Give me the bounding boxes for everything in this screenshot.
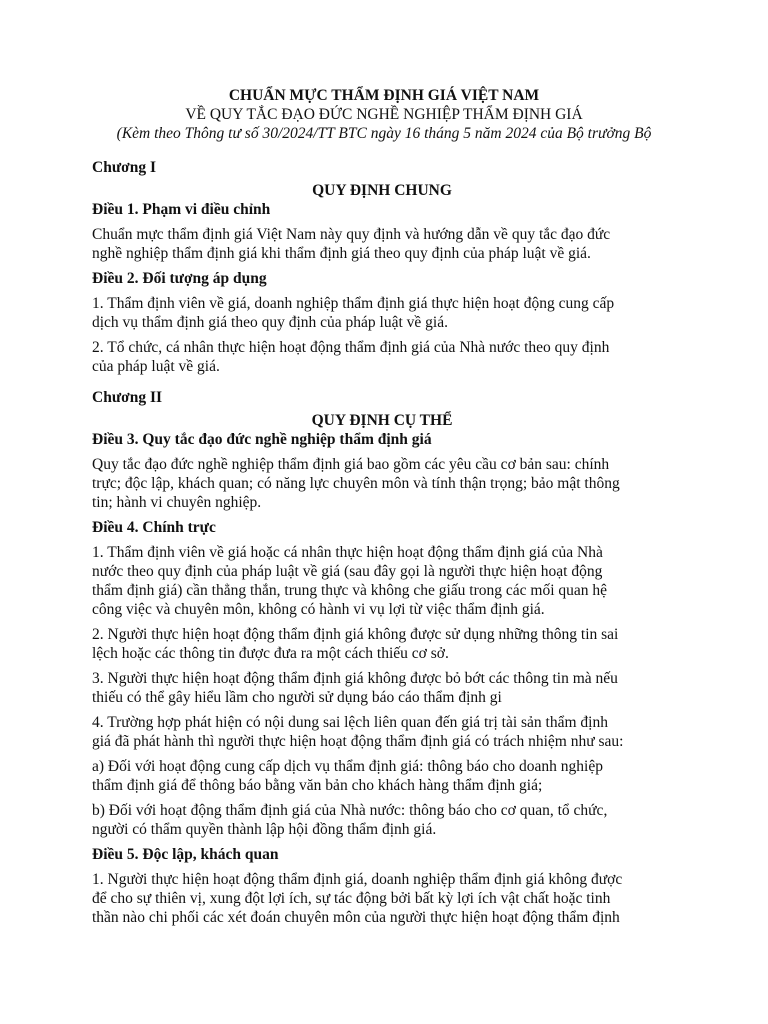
text-line: của pháp luật về giá. (92, 358, 220, 375)
article-paragraph (92, 455, 672, 512)
text-line: b) Đối với hoạt động thẩm định giá của Nhà nước: thông báo cho cơ quan, tổ chức, (92, 802, 608, 819)
chapter-title: QUY ĐỊNH CỤ THỂ (311, 412, 453, 429)
text-line: Chuẩn mực thẩm định giá Việt Nam này quy định và hướng dẫn về quy tắc đạo đức (92, 226, 611, 243)
document-subtitle: VỀ QUY TẮC ĐẠO ĐỨC NGHỀ NGHIỆP THẨM ĐỊNH GIÁ (185, 106, 583, 123)
text-line: nước theo quy định của pháp luật về giá (sau đây gọi là người thực hiện hoạt động (92, 563, 603, 580)
article-heading: Điều 2. Đối tượng áp dụng (92, 270, 267, 287)
article-heading: Điều 4. Chính trực (92, 519, 216, 536)
article-paragraph (92, 757, 672, 795)
article-paragraph (92, 713, 672, 751)
chapter-label: Chương II (92, 389, 163, 406)
text-line: nghề nghiệp thẩm định giá khi thẩm định giá theo quy định của pháp luật về giá. (92, 245, 591, 262)
article-paragraph (92, 543, 672, 619)
text-line: Quy tắc đạo đức nghề nghiệp thẩm định giá bao gồm các yêu cầu cơ bản sau: chính (92, 456, 610, 473)
text-line: 3. Người thực hiện hoạt động thẩm định giá không được bỏ bớt các thông tin mà nếu (92, 670, 618, 687)
text-line: thẩm định giá để thông báo bằng văn bản cho khách hàng thẩm định giá; (92, 777, 543, 794)
document-title: CHUẨN MỰC THẨM ĐỊNH GIÁ VIỆT NAM (228, 87, 540, 104)
article-heading: Điều 1. Phạm vi điều chỉnh (92, 201, 271, 218)
article-paragraph (92, 870, 672, 927)
article-heading: Điều 5. Độc lập, khách quan (92, 846, 279, 863)
text-line: 1. Người thực hiện hoạt động thẩm định giá, doanh nghiệp thẩm định giá không được (92, 871, 623, 888)
text-line: thiếu có thể gây hiểu lầm cho người sử dụng báo cáo thẩm định gi (92, 689, 502, 706)
text-line: lệch hoặc các thông tin được đưa ra một cách thiếu cơ sở. (92, 645, 449, 662)
text-line: thẩm định giá) cần thẳng thắn, trung thực và không che giấu trong các mối quan hệ (92, 582, 608, 599)
article-paragraph (92, 225, 672, 263)
text-line: dịch vụ thẩm định giá theo quy định của pháp luật về giá. (92, 314, 448, 331)
text-line: a) Đối với hoạt động cung cấp dịch vụ thẩm định giá: thông báo cho doanh nghiệp (92, 758, 603, 775)
article-paragraph (92, 669, 672, 707)
article-paragraph (92, 338, 672, 376)
article-heading: Điều 3. Quy tắc đạo đức nghề nghiệp thẩm định giá (92, 431, 432, 448)
article-paragraph (92, 625, 672, 663)
text-line: 2. Người thực hiện hoạt động thẩm định giá không được sử dụng những thông tin sai (92, 626, 619, 643)
text-line: 2. Tổ chức, cá nhân thực hiện hoạt động thẩm định giá của Nhà nước theo quy định (92, 339, 610, 356)
text-line: tin; hành vi chuyên nghiệp. (92, 494, 262, 511)
text-line: để cho sự thiên vị, xung đột lợi ích, sự tác động bởi bất kỳ lợi ích vật chất hoặc tinh (92, 890, 611, 907)
text-line: công việc và chuyên môn, không có hành vi vụ lợi từ việc thẩm định giá. (92, 601, 545, 618)
chapter-label: Chương I (92, 159, 156, 176)
text-line: người có thẩm quyền thành lập hội đồng thẩm định giá. (92, 821, 437, 838)
text-line: 1. Thẩm định viên về giá hoặc cá nhân thực hiện hoạt động thẩm định giá của Nhà (92, 544, 603, 561)
article-paragraph (92, 801, 672, 839)
text-line: 1. Thẩm định viên về giá, doanh nghiệp thẩm định giá thực hiện hoạt động cung cấp (92, 295, 615, 312)
document-header (0, 86, 768, 143)
text-line: trực; độc lập, khách quan; có năng lực chuyên môn và tính thận trọng; bảo mật thông (92, 475, 620, 492)
document-attachment-note: (Kèm theo Thông tư số 30/2024/TT BTC ngày 16 tháng 5 năm 2024 của Bộ trưởng Bộ (116, 125, 652, 142)
text-line: thần nào chi phối các xét đoán chuyên môn của người thực hiện hoạt động thẩm định (92, 909, 620, 926)
text-line: 4. Trường hợp phát hiện có nội dung sai lệch liên quan đến giá trị tài sản thẩm định (92, 714, 608, 731)
document-body (92, 158, 672, 927)
chapter-title: QUY ĐỊNH CHUNG (312, 182, 452, 199)
article-paragraph (92, 294, 672, 332)
text-line: giá đã phát hành thì người thực hiện hoạt động thẩm định giá có trách nhiệm như sau: (92, 733, 624, 750)
